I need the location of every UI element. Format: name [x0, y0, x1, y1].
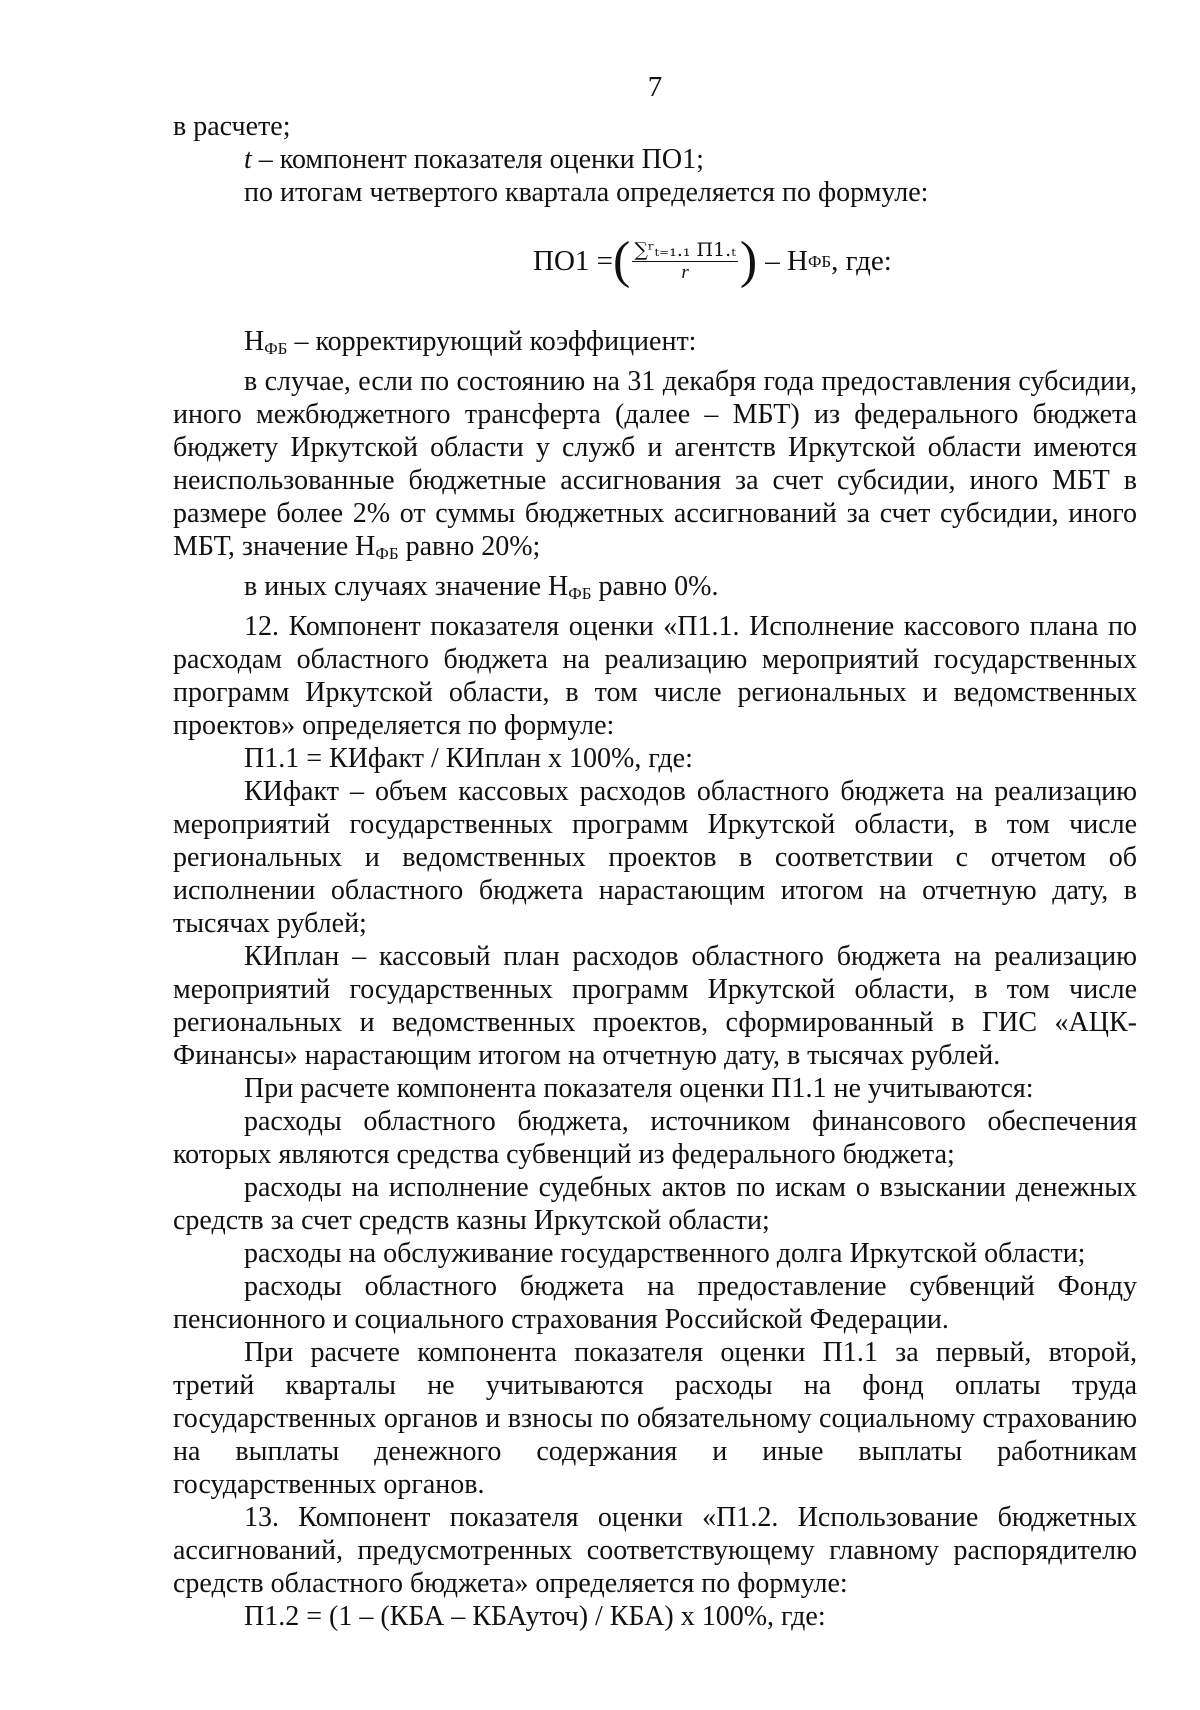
formula-paren-open: (	[613, 232, 631, 289]
paragraph-case-december	[173, 365, 1137, 570]
formula-denominator: r	[681, 261, 689, 283]
paragraph-continuation: в расчете;	[173, 111, 291, 142]
paragraph-exclusion-court: расходы на исполнение судебных актов по искам о взыскании денежных средств за счет средств казны Иркутской области;	[173, 1172, 1137, 1236]
paragraph-kiplan: КИплан – кассовый план расходов областного бюджета на реализацию мероприятий государственных программ Иркутской области, в том числе региональных и ведомственных проектов, сформированный в ГИС «АЦК-Финансы» нарастающим итогом на отчетную дату, в тысячах рублей.	[173, 941, 1137, 1071]
nfb-symbol: Н	[244, 326, 265, 357]
formula-minus: – Н	[765, 244, 808, 277]
formula-po1	[173, 229, 1137, 299]
paragraph-t-definition	[173, 143, 1137, 176]
formula-numerator: ∑ʳₜ₌₁.₁ П1.ₜ	[634, 238, 736, 261]
paragraph-text: в иных случаях значение Н	[244, 571, 569, 602]
paragraph-other-cases	[173, 570, 1137, 610]
paragraph-item-12: 12. Компонент показателя оценки «П1.1. Исполнение кассового плана по расходам областного бюджета на реализацию мероприятий государственных программ Иркутской области, в том числе региональных и ведомственных проектов» определяется по формуле:	[173, 611, 1137, 741]
paragraph-text: – компонент показателя оценки ПО1;	[251, 144, 704, 175]
formula-expression	[533, 232, 892, 289]
formula-subscript: ФБ	[807, 251, 832, 271]
paragraph-nfb-definition	[173, 325, 1137, 365]
formula-left: ПО1 =	[533, 244, 613, 277]
paragraph-quarters: При расчете компонента показателя оценки П1.1 за первый, второй, третий кварталы не учитываются расходы на фонд оплаты труда государственных органов и взносы по обязательному социальному страхованию на выплаты денежного содержания и иные выплаты работникам государственных органов.	[173, 1337, 1137, 1500]
formula-paren-close: )	[739, 232, 758, 289]
nfb-subscript: ФБ	[375, 544, 399, 563]
paragraph-item-13: 13. Компонент показателя оценки «П1.2. Использование бюджетных ассигнований, предусмотренных соответствующему главному распорядителю средств областного бюджета» определяется по формуле:	[173, 1502, 1137, 1599]
nfb-subscript: ФБ	[568, 584, 592, 603]
paragraph-text: равно 20%;	[398, 531, 541, 562]
paragraph-not-counted: При расчете компонента показателя оценки П1.1 не учитываются:	[244, 1073, 1034, 1104]
page-number: 7	[647, 71, 663, 103]
document-body	[173, 110, 1137, 1633]
paragraph-fourth-quarter: по итогам четвертого квартала определяется по формуле:	[244, 177, 929, 208]
paragraph-kifakt: КИфакт – объем кассовых расходов областного бюджета на реализацию мероприятий государственных программ Иркутской области, в том числе региональных и ведомственных проектов в соответствии с отчетом об исполнении областного бюджета нарастающим итогом на отчетную дату, в тысячах рублей;	[173, 776, 1137, 939]
paragraph-exclusion-debt: расходы на обслуживание государственного долга Иркутской области;	[244, 1238, 1086, 1269]
variable-t: t	[244, 144, 252, 175]
paragraph-text: в случае, если по состоянию на 31 декабря года предоставления субсидии, иного межбюджетного трансферта (далее – МБТ) из федерального бюджета бюджету Иркутской области у служб и агентств Иркутской области имеются неиспользованные бюджетные ассигнования за счет субсидии, иного МБТ в размере более 2% от суммы бюджетных ассигнований за счет субсидии, иного МБТ, значение Н	[173, 366, 1137, 562]
nfb-subscript: ФБ	[264, 339, 288, 358]
paragraph-exclusion-subventions: расходы областного бюджета, источником финансового обеспечения которых являются средства субвенций из федерального бюджета;	[173, 1106, 1137, 1170]
paragraph-exclusion-pension-fund: расходы областного бюджета на предоставление субвенций Фонду пенсионного и социального страхования Российской Федерации.	[173, 1271, 1137, 1335]
formula-p12: П1.2 = (1 – (КБА – КБАуточ) / КБА) х 100%, где:	[244, 1601, 826, 1632]
paragraph-text: – корректирующий коэффициент:	[287, 326, 697, 357]
formula-fraction	[632, 239, 738, 284]
formula-tail: , где:	[831, 244, 892, 277]
formula-p11: П1.1 = КИфакт / КИплан х 100%, где:	[244, 743, 693, 774]
paragraph-text: равно 0%.	[591, 571, 719, 602]
